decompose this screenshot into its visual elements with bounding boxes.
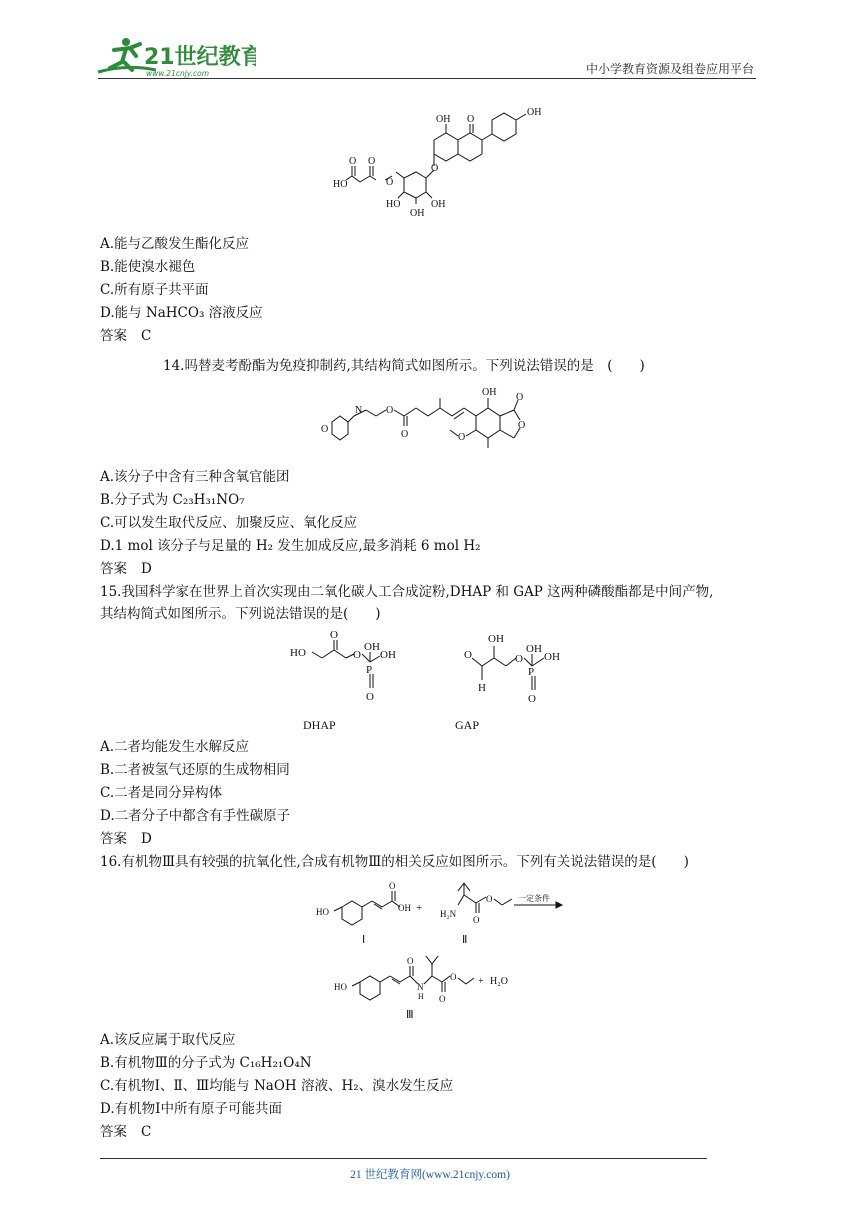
q14-label-o: O	[518, 420, 526, 431]
q16-label-ho: HO	[334, 982, 347, 992]
q16-option-b: B.有机物Ⅲ的分子式为 C₁₆H₂₁O₄N	[100, 1055, 312, 1071]
q16-label-h2n: H₂N	[440, 909, 457, 919]
q16-water: H₂O	[490, 976, 508, 987]
answer-label: 答案	[100, 328, 127, 344]
dhap-label-ho: HO	[290, 647, 306, 659]
q14-label-n: N	[355, 405, 363, 416]
q16-answer	[100, 1124, 151, 1140]
footer-link[interactable]: 21 世纪教育网(www.21cnjy.com)	[350, 1169, 510, 1181]
gap-label-oh: OH	[544, 651, 560, 663]
q15-option-a: A.二者均能发生水解反应	[100, 739, 250, 755]
q15-gap-structure	[460, 628, 600, 710]
q16-label-o: O	[473, 915, 480, 925]
gap-label-o: O	[528, 693, 536, 705]
answer-value: C	[141, 1124, 152, 1140]
q16-condition: 一定条件	[518, 894, 550, 903]
dhap-label-o: O	[353, 649, 361, 661]
q14-label-o: O	[458, 432, 466, 443]
header-divider	[98, 78, 756, 79]
answer-value: C	[141, 328, 152, 344]
q14-label-o: O	[386, 405, 394, 416]
q14-option-c: C.可以发生取代反应、加聚反应、氧化反应	[100, 515, 358, 531]
q13-option-d: D.能与 NaHCO₃ 溶液反应	[100, 305, 263, 321]
q13-label-ho: HO	[386, 199, 401, 210]
q13-label-o: O	[349, 156, 357, 167]
q15-answer	[100, 831, 152, 847]
q13-label-o: O	[386, 177, 394, 188]
dhap-label-oh: OH	[380, 649, 396, 661]
q16-label-n: N	[417, 982, 424, 992]
q13-label-o: O	[467, 114, 475, 125]
q15-option-d: D.二者分子中都含有手性碳原子	[100, 808, 291, 824]
q13-label-o: O	[368, 156, 376, 167]
footer-divider	[100, 1158, 707, 1159]
q15-dhap-structure	[288, 628, 418, 710]
q14-option-a: A.该分子中含有三种含氧官能团	[100, 469, 290, 485]
answer-label: 答案	[100, 831, 127, 847]
dhap-label-o: O	[330, 629, 338, 641]
q15-title-line2: 其结构简式如图所示。下列说法错误的是( )	[100, 606, 381, 622]
dhap-caption: DHAP	[303, 718, 336, 732]
q13-label-ho: HO	[333, 179, 348, 190]
q16-label-o: O	[450, 972, 457, 982]
q14-title: 14.吗替麦考酚酯为免疫抑制药,其结构简式如图所示。下列说法错误的是 ( )	[163, 358, 645, 374]
q16-label-h: H	[418, 992, 424, 1001]
q13-label-o: O	[431, 163, 439, 174]
q14-label-o: O	[516, 392, 524, 403]
logo-url: www.21cnjy.com	[146, 69, 210, 78]
q16-title: 16.有机物Ⅲ具有较强的抗氧化性,合成有机物Ⅲ的相关反应如图所示。下列有关说法错误的是( )	[100, 854, 689, 870]
answer-label: 答案	[100, 1124, 127, 1140]
q13-option-b: B.能使溴水褪色	[100, 259, 196, 275]
q13-label-oh: OH	[527, 107, 542, 118]
q15-option-c: C.二者是同分异构体	[100, 785, 223, 801]
q14-option-d: D.1 mol 该分子与足量的 H₂ 发生加成反应,最多消耗 6 mol H₂	[100, 538, 481, 554]
q13-answer	[100, 328, 151, 344]
q14-option-b: B.分子式为 C₂₃H₃₁NO₇	[100, 492, 245, 508]
q16-option-d: D.有机物Ⅰ中所有原子可能共面	[100, 1101, 282, 1117]
q16-label-o: O	[486, 894, 493, 904]
q14-structure	[318, 380, 548, 462]
dhap-label-o: O	[366, 691, 374, 703]
q16-option-c: C.有机物Ⅰ、Ⅱ、Ⅲ均能与 NaOH 溶液、H₂、溴水发生反应	[100, 1078, 454, 1094]
gap-label-h: H	[478, 682, 486, 694]
q14-label-oh: OH	[482, 387, 497, 398]
logo-text: 21世纪教育	[144, 45, 256, 70]
q13-label-oh: OH	[431, 199, 446, 210]
q16-option-a: A.该反应属于取代反应	[100, 1032, 236, 1048]
q16-reaction-product	[334, 950, 524, 1022]
q14-label-o: O	[401, 429, 409, 440]
answer-value: D	[141, 561, 152, 577]
q14-label-o: O	[321, 424, 329, 435]
site-logo	[96, 34, 256, 80]
q16-label-o: O	[439, 994, 446, 1004]
gap-label-oh: OH	[526, 643, 542, 655]
q16-reaction-top	[312, 875, 562, 947]
dhap-label-p: P	[366, 664, 373, 676]
gap-caption: GAP	[455, 718, 480, 732]
answer-value: D	[141, 831, 152, 847]
q13-label-oh: OH	[436, 114, 451, 125]
q13-option-c: C.所有原子共平面	[100, 282, 209, 298]
dhap-label-oh: OH	[364, 641, 380, 653]
q16-label-o: O	[389, 881, 396, 891]
q13-structure	[330, 100, 560, 218]
answer-label: 答案	[100, 561, 127, 577]
q16-label-o: O	[407, 956, 414, 966]
q16-plus: +	[478, 976, 484, 987]
q16-plus: +	[416, 902, 423, 914]
gap-label-p: P	[528, 666, 535, 678]
q16-label-compound-2: Ⅱ	[462, 934, 468, 946]
gap-label-o: O	[464, 649, 472, 661]
q16-label-compound-1: Ⅰ	[362, 934, 366, 946]
q16-label-oh: OH	[398, 903, 411, 913]
q15-title-line1: 15.我国科学家在世界上首次实现由二氧化碳人工合成淀粉,DHAP 和 GAP 这两种磷酸酯都是中间产物,	[100, 584, 714, 600]
q16-label-compound-3: Ⅲ	[406, 1009, 414, 1021]
q16-label-ho: HO	[316, 907, 329, 917]
q14-answer	[100, 561, 152, 577]
q15-option-b: B.二者被氢气还原的生成物相同	[100, 762, 290, 778]
q13-label-oh: OH	[410, 208, 425, 219]
gap-label-oh: OH	[488, 633, 504, 645]
gap-label-o: O	[515, 653, 523, 665]
header-platform-text: 中小学教育资源及组卷应用平台	[585, 62, 754, 76]
q13-option-a: A.能与乙酸发生酯化反应	[100, 236, 250, 252]
